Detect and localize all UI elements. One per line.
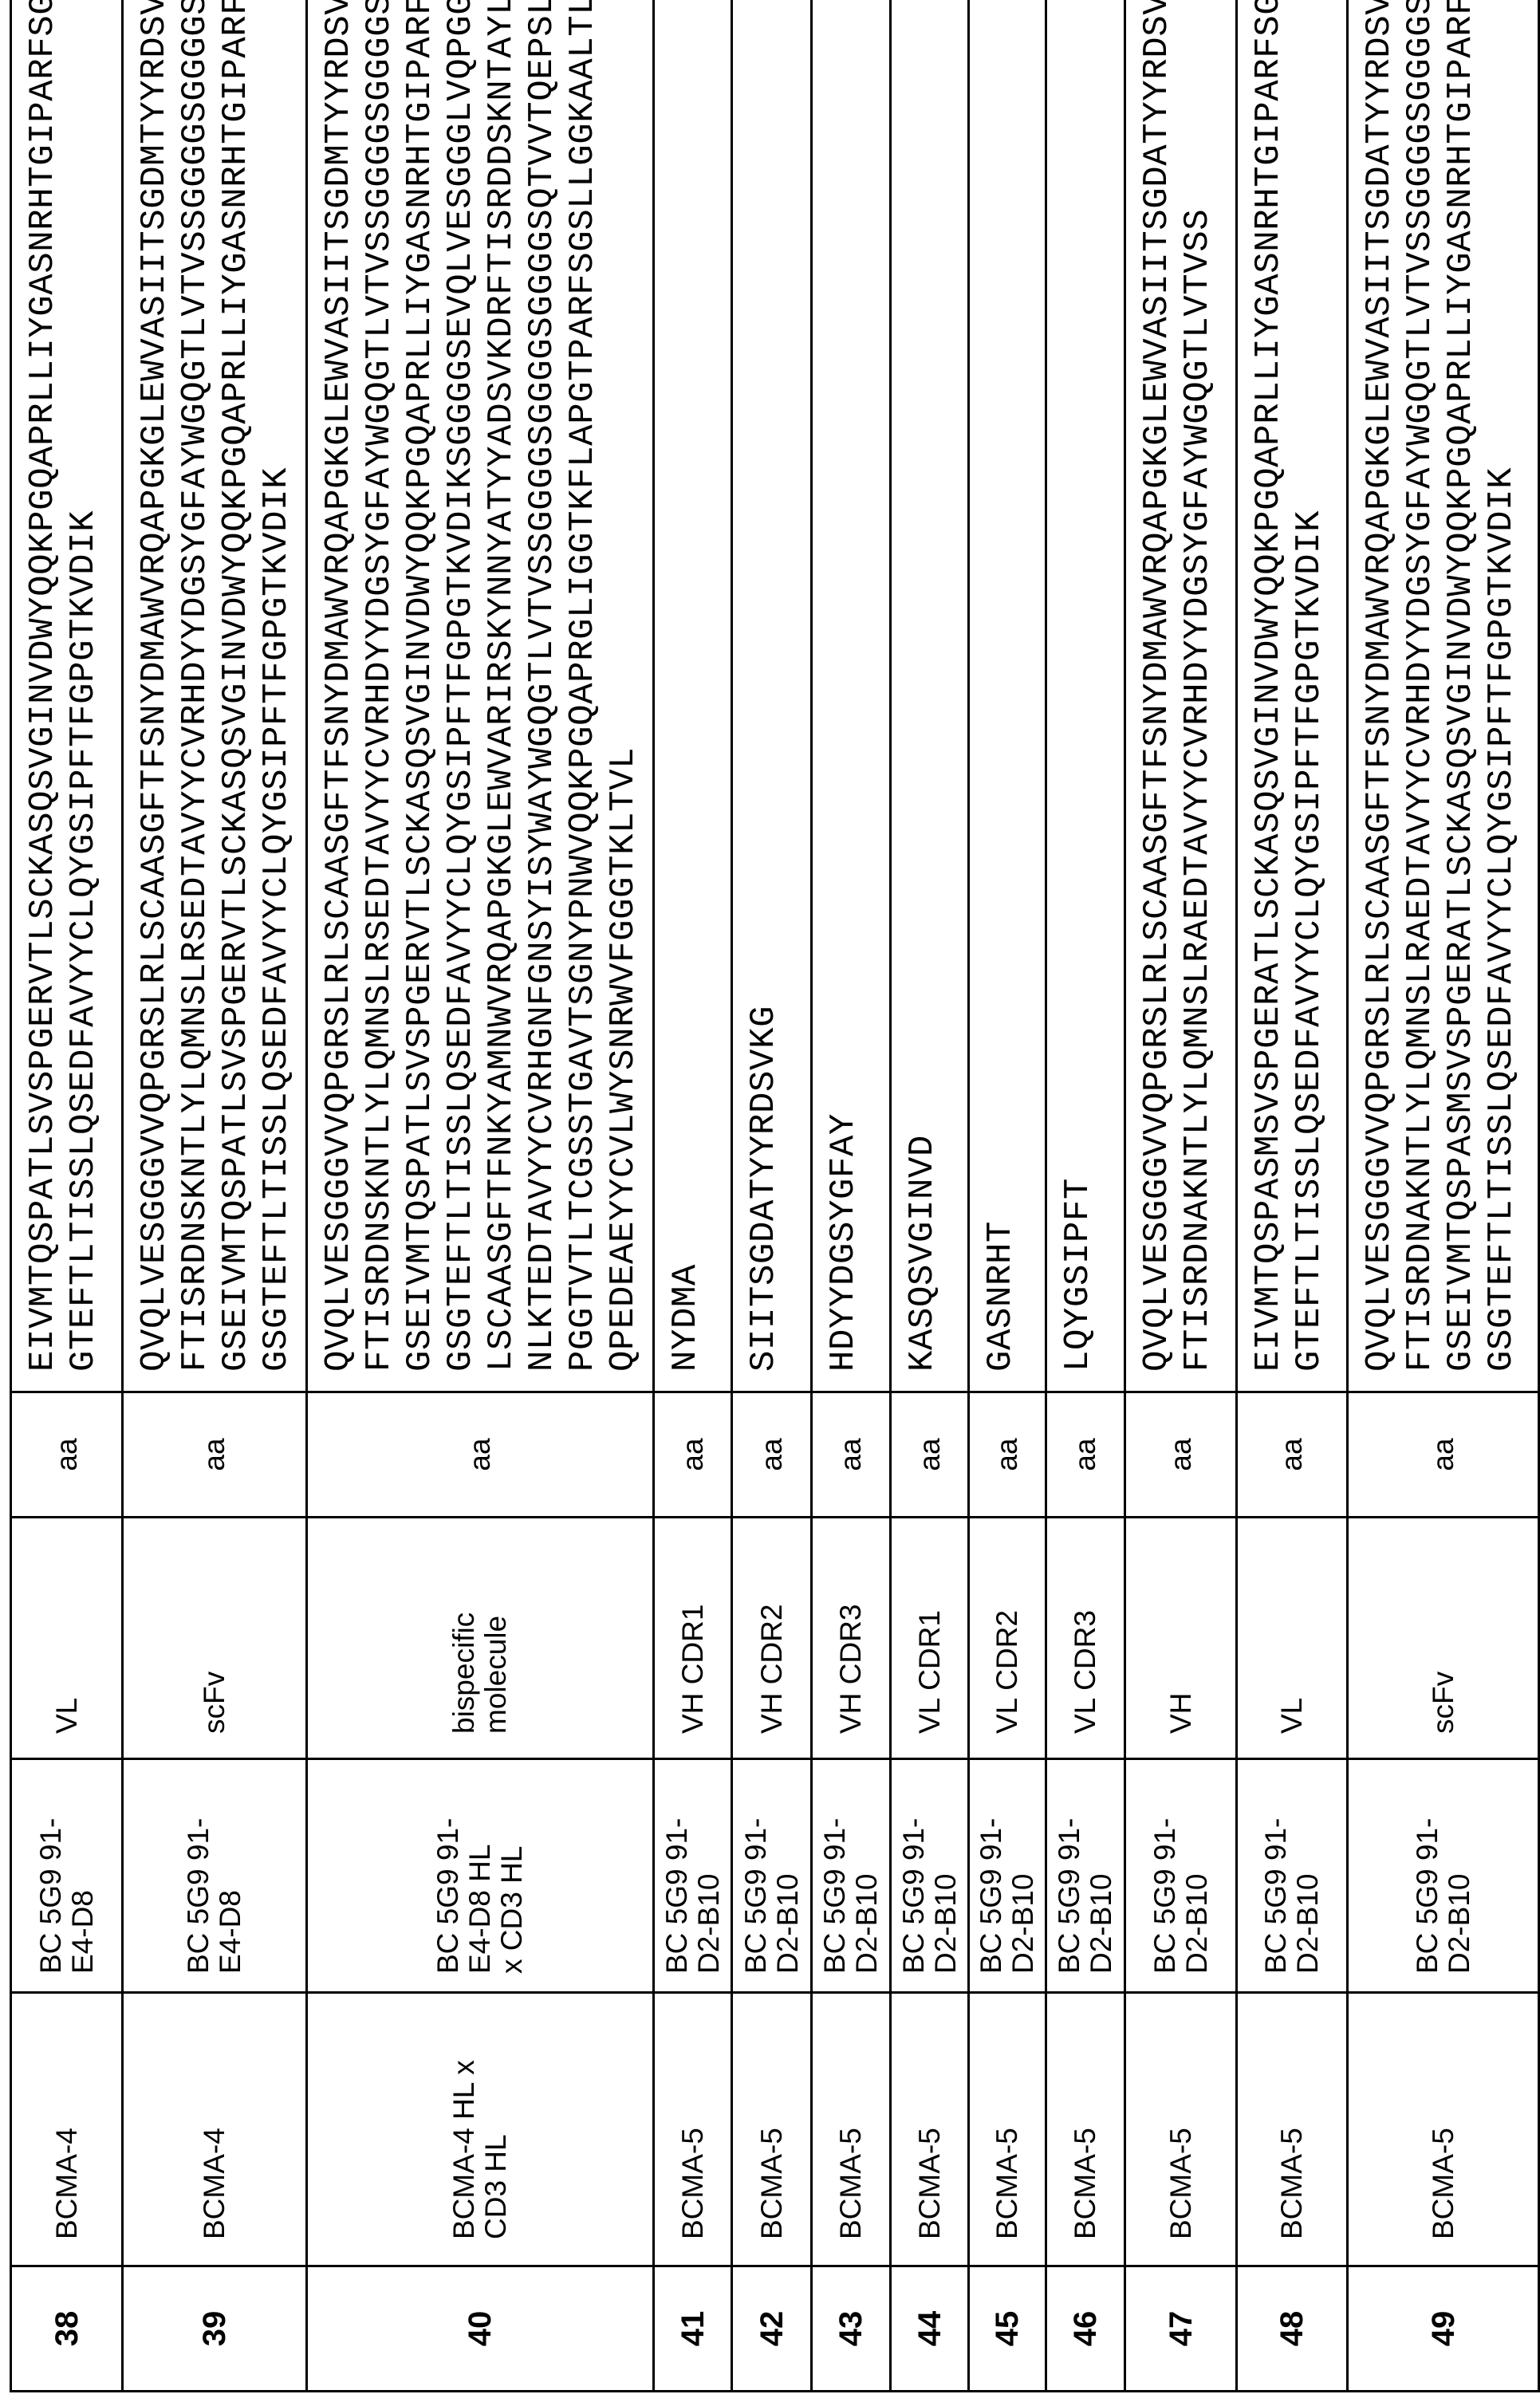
seq-id-number-cell xyxy=(1237,2266,1348,2392)
sequence-unit: aa xyxy=(1276,1393,1308,1516)
sequence-line: LQYGSIPFT xyxy=(1058,0,1099,1372)
sequence-line: PGGTVTLTCGSSTGAVTSGNYPNWVQQKPGQAPRGLIGGTKFLAPGTPARFSGSLLGGKAALTLSGV xyxy=(563,0,604,1372)
clone-name: BC 5G9 91- D2-B10 xyxy=(661,1760,725,1974)
clone-name-cell xyxy=(307,1759,654,1993)
amino-acid-sequence-cell xyxy=(654,0,732,1392)
sequence-line: QVQLVESGGGVVQPGRSLRLSCAASGFTFSNYDMAWVRQAPGKGLEWVASIITSGDATYYRDSVKGR xyxy=(1137,0,1178,1372)
seq-id-number: 43 xyxy=(835,2267,867,2390)
clone-name: BC 5G9 91- D2-B10 xyxy=(975,1760,1039,1974)
construct-name-cell xyxy=(812,1993,891,2266)
sequence-unit-cell xyxy=(732,1392,812,1518)
sequence-unit-cell xyxy=(1237,1392,1348,1518)
construct-name-cell xyxy=(891,1993,969,2266)
sequence-unit-cell xyxy=(11,1392,123,1518)
construct-name: BCMA-5 xyxy=(1428,1994,1459,2239)
table-row xyxy=(123,0,307,2392)
clone-name-cell xyxy=(732,1759,812,1993)
sequence-line: GTEFTLTISSLQSEDFAVYYCLQYGSIPFTFGPGTKVDIK xyxy=(1290,0,1330,1372)
sequence-type: VH CDR1 xyxy=(677,1518,709,1734)
sequence-unit: aa xyxy=(1069,1393,1101,1516)
sequence-type: VL xyxy=(1276,1518,1308,1734)
construct-name-cell xyxy=(123,1993,307,2266)
seq-id-number-cell xyxy=(812,2266,891,2392)
table-row xyxy=(891,0,969,2392)
sequence-unit: aa xyxy=(51,1393,83,1516)
amino-acid-sequence-cell xyxy=(732,0,812,1392)
construct-name: BCMA-5 xyxy=(835,1994,867,2239)
sequence-type-cell xyxy=(812,1518,891,1759)
construct-name-cell xyxy=(732,1993,812,2266)
table-row xyxy=(11,0,123,2392)
sequence-line: QVQLVESGGGVVQPGRSLRLSCAASGFTFSNYDMAWVRQAPGKGLEWVASIITSGDATYYRDSVKGR xyxy=(1360,0,1400,1372)
sequence-type-cell xyxy=(1046,1518,1125,1759)
clone-name-cell xyxy=(11,1759,123,1993)
sequence-type-cell xyxy=(1237,1518,1348,1759)
seq-id-number: 41 xyxy=(677,2267,709,2390)
clone-name: BC 5G9 91- E4-D8 HL x CD3 HL xyxy=(432,1760,528,1974)
construct-name: BCMA-5 xyxy=(1165,1994,1197,2239)
amino-acid-sequence-cell xyxy=(1237,0,1348,1392)
construct-name: BCMA-5 xyxy=(1069,1994,1101,2239)
construct-name: BCMA-4 HL x CD3 HL xyxy=(448,1994,512,2239)
sequence-unit-cell xyxy=(891,1392,969,1518)
construct-name: BCMA-5 xyxy=(677,1994,709,2239)
seq-id-number: 49 xyxy=(1428,2267,1459,2390)
sequence-line: NYDMA xyxy=(666,0,707,1372)
sequence-unit: aa xyxy=(835,1393,867,1516)
construct-name: BCMA-5 xyxy=(1276,1994,1308,2239)
sequence-line: QVQLVESGGGVVQPGRSLRLSCAASGFTFSNYDMAWVRQAPGKGLEWVASIITSGDMTYYRDSVKGR xyxy=(135,0,175,1372)
construct-name: BCMA-5 xyxy=(756,1994,788,2239)
sequence-type-cell xyxy=(654,1518,732,1759)
seq-id-number-cell xyxy=(1348,2266,1539,2392)
sequence-line: KASQSVGINVD xyxy=(903,0,943,1372)
clone-name-cell xyxy=(654,1759,732,1993)
clone-name: BC 5G9 91- D2-B10 xyxy=(1054,1760,1117,1974)
sequence-type: VH xyxy=(1165,1518,1197,1734)
sequence-type-cell xyxy=(732,1518,812,1759)
clone-name-cell xyxy=(891,1759,969,1993)
rotated-sequence-table-page xyxy=(10,6,1511,2392)
sequence-table xyxy=(10,0,1540,2392)
seq-id-number-cell xyxy=(11,2266,123,2392)
amino-acid-sequence-cell xyxy=(1125,0,1237,1392)
clone-name: BC 5G9 91- D2-B10 xyxy=(1149,1760,1213,1974)
sequence-line: FTISRDNSKNTLYLQMNSLRSEDTAVYYCVRHDYYDGSYGFAYWGQGTLVTVSSGGGGSGGGGSGGG xyxy=(175,0,216,1372)
seq-id-number-cell xyxy=(1125,2266,1237,2392)
sequence-unit-cell xyxy=(1125,1392,1237,1518)
sequence-type-cell xyxy=(1125,1518,1237,1759)
seq-id-number-cell xyxy=(654,2266,732,2392)
sequence-type: scFv xyxy=(1428,1518,1459,1734)
sequence-unit: aa xyxy=(914,1393,946,1516)
seq-id-number: 46 xyxy=(1069,2267,1101,2390)
construct-name-cell xyxy=(654,1993,732,2266)
table-row xyxy=(1125,0,1237,2392)
sequence-line: LSCAASGFTFNKYAMNWVRQAPGKGLEWVARIRSKYNNYATYYADSVKDRFTISRDDSKNTAYLQMN xyxy=(482,0,522,1372)
construct-name-cell xyxy=(969,1993,1046,2266)
table-row xyxy=(307,0,654,2392)
amino-acid-sequence-cell xyxy=(891,0,969,1392)
seq-id-number: 40 xyxy=(464,2267,496,2390)
sequence-type: bispecific molecule xyxy=(448,1518,512,1734)
clone-name: BC 5G9 91- E4-D8 xyxy=(35,1760,99,1974)
seq-id-number: 42 xyxy=(756,2267,788,2390)
seq-id-number: 44 xyxy=(914,2267,946,2390)
amino-acid-sequence-cell xyxy=(307,0,654,1392)
seq-id-number-cell xyxy=(307,2266,654,2392)
seq-id-number-cell xyxy=(1046,2266,1125,2392)
clone-name-cell xyxy=(1348,1759,1539,1993)
seq-id-number-cell xyxy=(123,2266,307,2392)
sequence-line: GSGTEFTLTISSLQSEDFAVYYCLQYGSIPFTFGPGTKVDIK xyxy=(1482,0,1522,1372)
sequence-line: NLKTEDTAVYYCVRHGNFGNSYISYWAYWGQGTLVTVSSGGGGSGGGGSGGGGSQTVVTQEPSLTVS xyxy=(522,0,563,1372)
clone-name: BC 5G9 91- D2-B10 xyxy=(819,1760,883,1974)
sequence-line: GSGTEFTLTISSLQSEDFAVYYCLQYGSIPFTFGPGTKVDIK xyxy=(257,0,297,1372)
clone-name: BC 5G9 91- D2-B10 xyxy=(740,1760,804,1974)
construct-name: BCMA-5 xyxy=(991,1994,1023,2239)
sequence-type: VL CDR1 xyxy=(914,1518,946,1734)
sequence-unit: aa xyxy=(1428,1393,1459,1516)
construct-name-cell xyxy=(1046,1993,1125,2266)
sequence-unit-cell xyxy=(812,1392,891,1518)
sequence-line: GSEIVMTQSPASMSVSPGERATLSCKASQSVGINVDWYQQKPGQAPRLLIYGASNRHTGIPARFSGS xyxy=(1441,0,1482,1372)
sequence-type-cell xyxy=(1348,1518,1539,1759)
amino-acid-sequence-cell xyxy=(969,0,1046,1392)
seq-id-number: 39 xyxy=(199,2267,230,2390)
table-row xyxy=(732,0,812,2392)
sequence-unit-cell xyxy=(307,1392,654,1518)
sequence-line: GASNRHT xyxy=(981,0,1022,1372)
sequence-unit-cell xyxy=(1348,1392,1539,1518)
amino-acid-sequence-cell xyxy=(1348,0,1539,1392)
seq-id-number: 38 xyxy=(51,2267,83,2390)
sequence-line: FTISRDNAKNTLYLQMNSLRAEDTAVYYCVRHDYYDGSYGFAYWGQGTLVTVSSGGGGSGGGGSGGG xyxy=(1400,0,1441,1372)
clone-name: BC 5G9 91- D2-B10 xyxy=(1260,1760,1324,1974)
sequence-line: GSGTEFTLTISSLQSEDFAVYYCLQYGSIPFTFGPGTKVDIKSGGGGSEVQLVESGGGLVQPGGSLK xyxy=(441,0,482,1372)
sequence-unit: aa xyxy=(991,1393,1023,1516)
construct-name: BCMA-4 xyxy=(199,1994,230,2239)
sequence-unit: aa xyxy=(756,1393,788,1516)
sequence-line: EIVMTQSPASMSVSPGERATLSCKASQSVGINVDWYQQKPGQAPRLLIYGASNRHTGIPARFSGSGS xyxy=(1249,0,1290,1372)
construct-name: BCMA-5 xyxy=(914,1994,946,2239)
sequence-type-cell xyxy=(891,1518,969,1759)
amino-acid-sequence-cell xyxy=(1046,0,1125,1392)
sequence-unit: aa xyxy=(1165,1393,1197,1516)
seq-id-number: 48 xyxy=(1276,2267,1308,2390)
sequence-unit-cell xyxy=(969,1392,1046,1518)
seq-id-number: 45 xyxy=(991,2267,1023,2390)
sequence-unit: aa xyxy=(677,1393,709,1516)
clone-name: BC 5G9 91- D2-B10 xyxy=(898,1760,962,1974)
sequence-line: QVQLVESGGGVVQPGRSLRLSCAASGFTFSNYDMAWVRQAPGKGLEWVASIITSGDMTYYRDSVKGR xyxy=(319,0,360,1372)
sequence-type-cell xyxy=(123,1518,307,1759)
sequence-unit-cell xyxy=(1046,1392,1125,1518)
sequence-type: scFv xyxy=(199,1518,230,1734)
sequence-type: VL CDR3 xyxy=(1069,1518,1101,1734)
table-row xyxy=(1237,0,1348,2392)
construct-name-cell xyxy=(307,1993,654,2266)
sequence-line: FTISRDNSKNTLYLQMNSLRSEDTAVYYCVRHDYYDGSYGFAYWGQGTLVTVSSGGGGSGGGGSGGG xyxy=(360,0,400,1372)
sequence-line: SIITSGDATYYRDSVKG xyxy=(744,0,785,1372)
sequence-type: VH CDR3 xyxy=(835,1518,867,1734)
construct-name-cell xyxy=(1237,1993,1348,2266)
sequence-type-cell xyxy=(11,1518,123,1759)
table-row xyxy=(1348,0,1539,2392)
sequence-unit-cell xyxy=(654,1392,732,1518)
sequence-unit: aa xyxy=(464,1393,496,1516)
sequence-unit: aa xyxy=(199,1393,230,1516)
seq-id-number-cell xyxy=(732,2266,812,2392)
sequence-type: VL xyxy=(51,1518,83,1734)
table-row xyxy=(1046,0,1125,2392)
sequence-type: VL CDR2 xyxy=(991,1518,1023,1734)
sequence-line: HDYYDGSYGFAY xyxy=(824,0,865,1372)
clone-name-cell xyxy=(969,1759,1046,1993)
sequence-type-cell xyxy=(969,1518,1046,1759)
construct-name-cell xyxy=(11,1993,123,2266)
amino-acid-sequence-cell xyxy=(123,0,307,1392)
clone-name-cell xyxy=(1237,1759,1348,1993)
seq-id-number-cell xyxy=(891,2266,969,2392)
sequence-line: GSEIVMTQSPATLSVSPGERVTLSCKASQSVGINVDWYQQKPGQAPRLLIYGASNRHTGIPARFSGS xyxy=(400,0,441,1372)
sequence-unit-cell xyxy=(123,1392,307,1518)
sequence-line: EIVMTQSPATLSVSPGERVTLSCKASQSVGINVDWYQQKPGQAPRLLIYGASNRHTGIPARFSGSGS xyxy=(23,0,64,1372)
sequence-line: GTEFTLTISSLQSEDFAVYYCLQYGSIPFTFGPGTKVDIK xyxy=(64,0,104,1372)
amino-acid-sequence-cell xyxy=(11,0,123,1392)
construct-name: BCMA-4 xyxy=(51,1994,83,2239)
clone-name-cell xyxy=(1125,1759,1237,1993)
clone-name-cell xyxy=(1046,1759,1125,1993)
sequence-type: VH CDR2 xyxy=(756,1518,788,1734)
construct-name-cell xyxy=(1348,1993,1539,2266)
table-row xyxy=(812,0,891,2392)
clone-name-cell xyxy=(812,1759,891,1993)
clone-name: BC 5G9 91- D2-B10 xyxy=(1412,1760,1475,1974)
table-row xyxy=(969,0,1046,2392)
table-row xyxy=(654,0,732,2392)
sequence-type-cell xyxy=(307,1518,654,1759)
seq-id-number-cell xyxy=(969,2266,1046,2392)
sequence-line: GSEIVMTQSPATLSVSPGERVTLSCKASQSVGINVDWYQQKPGQAPRLLIYGASNRHTGIPARFSGS xyxy=(216,0,257,1372)
amino-acid-sequence-cell xyxy=(812,0,891,1392)
clone-name: BC 5G9 91- E4-D8 xyxy=(183,1760,246,1974)
construct-name-cell xyxy=(1125,1993,1237,2266)
clone-name-cell xyxy=(123,1759,307,1993)
seq-id-number: 47 xyxy=(1165,2267,1197,2390)
sequence-line: FTISRDNAKNTLYLQMNSLRAEDTAVYYCVRHDYYDGSYGFAYWGQGTLVTVSS xyxy=(1178,0,1219,1372)
sequence-line: QPEDEAEYYCVLWYSNRWVFGGGTKLTVL xyxy=(604,0,644,1372)
